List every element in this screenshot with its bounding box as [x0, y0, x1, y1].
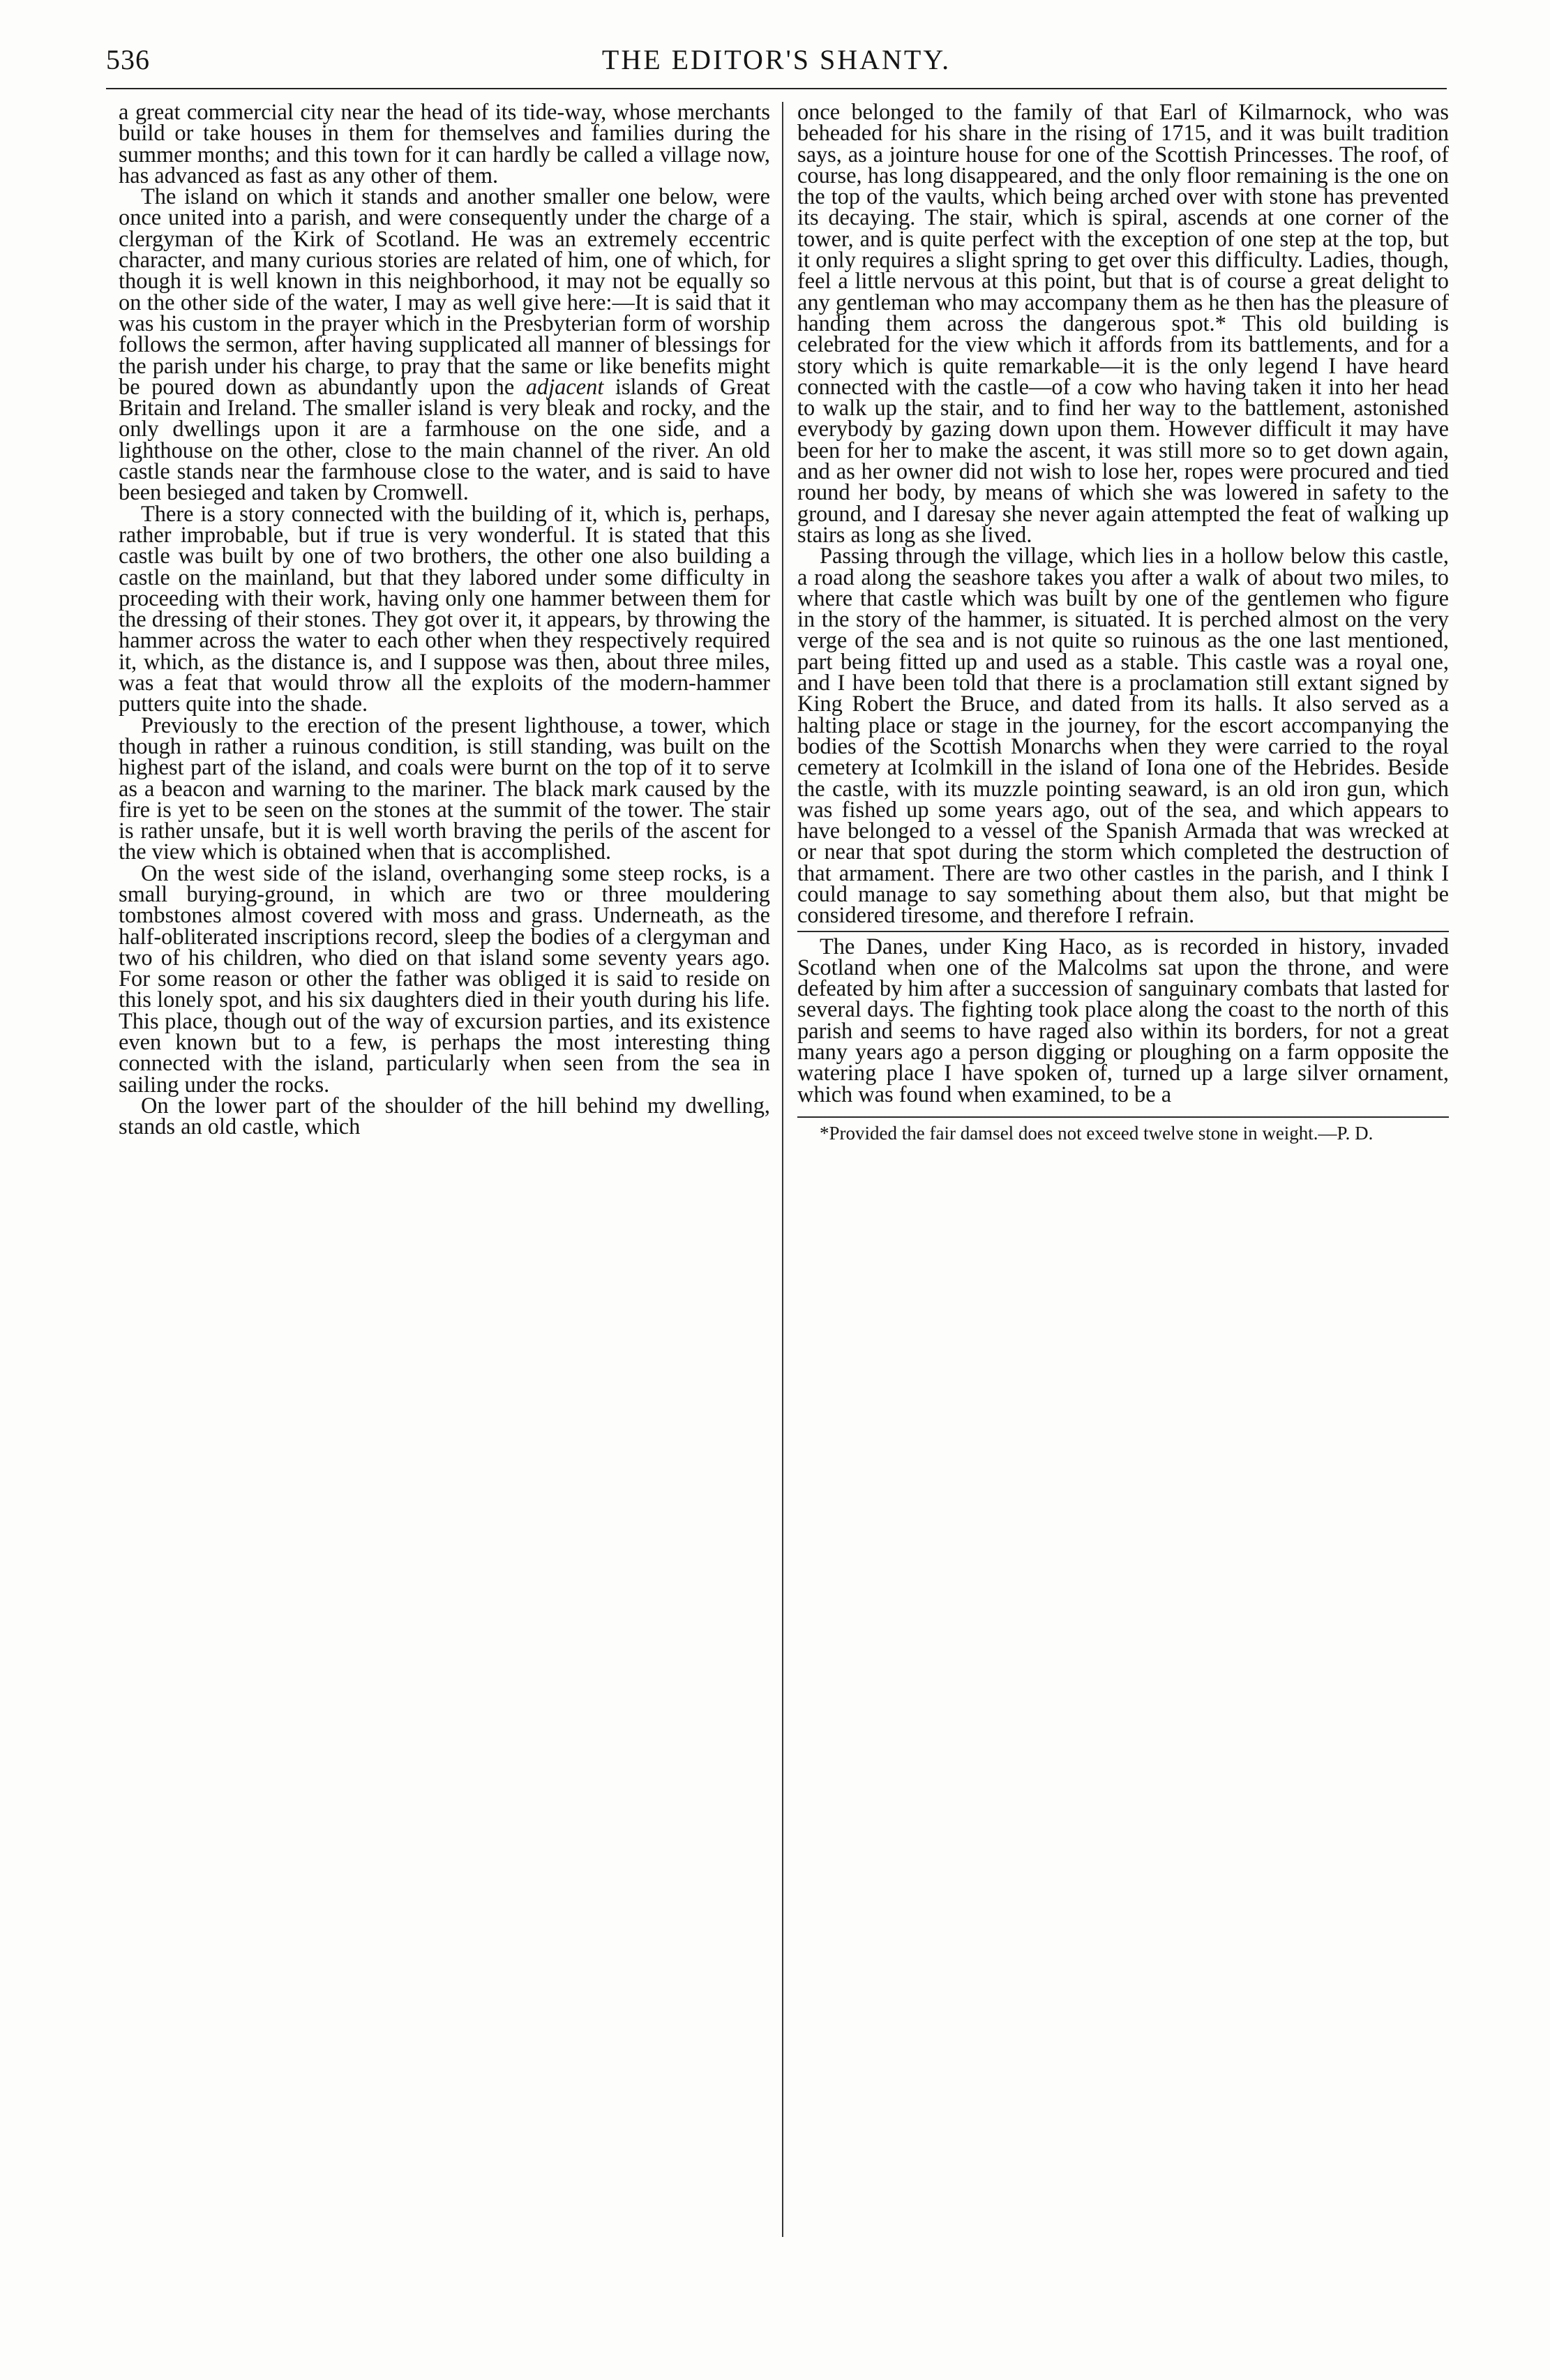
- paragraph: There is a story connected with the building of it, which is, perhaps, rather improbable, but if true is very wonderful. It is stated that this castle was built by one of two brothers, the other one also building a castle on the mainland, but that they labored under some difficulty in proceeding with their work, having only one hammer between them for the dressing of their stones. They got over it, it appears, by throwing the hammer across the water to each other when they respectively required it, which, as the distance is, and I suppose was then, about three miles, was a feat that would throw all the exploits of the modern-hammer putters quite into the shade.: [119, 501, 770, 717]
- section-rule: [797, 931, 1449, 932]
- paragraph: On the lower part of the shoulder of the hill behind my dwelling, stands an old castle, which: [119, 1093, 770, 1140]
- paragraph: The Danes, under King Haco, as is recorded in history, invaded Scotland when one of the Malcolms sat upon the throne, and were defeated by him after a succession of sanguinary combats that lasted for several days. The fighting took place along the coast to the north of this parish and seems to have raged also within its borders, for not a great many years ago a person digging or ploughing on a farm opposite the watering place I have spoken of, turned up a large silver ornament, which was found when examined, to be a: [797, 934, 1449, 1107]
- page-number: 536: [106, 44, 150, 75]
- paragraph: once belonged to the family of that Earl of Kilmarnock, who was beheaded for his share in the rising of 1715, and it was built tradition says, as a jointure house for one of the Scottish Princesses. The roof, of course, has long disappeared, and the only floor remaining is the one on the top of the vaults, which being arched over with stone has prevented its decaying. The stair, which is spiral, ascends at one corner of the tower, and is quite perfect with the exception of one step at the top, but it only requires a slight spring to get over this difficulty. Ladies, though, feel a little nervous at this point, but that is of course a great delight to any gentleman who may accompany them as he then has the pleasure of handing them across the dangerous spot.* This old building is celebrated for the view which it affords from its battlements, and for a story which is quite remarkable—it is the only legend I have heard connected with the castle—of a cow who having taken it into her head to walk up the stair, and to find her way to the battlement, astonished everybody by gazing down upon them. However difficult it may have been for her to make the ascent, it was still more so to get down again, and as her owner did not wish to lose her, ropes were procured and tied round her body, by means of which she was lowered in safety to the ground, and I daresay she never again attempted the feat of walking up stairs as long as she lived.: [797, 100, 1449, 548]
- header-rule: [106, 88, 1447, 89]
- paragraph: On the west side of the island, overhanging some steep rocks, is a small burying-ground, in which are two or three mouldering tombstones almost covered with moss and grass. Underneath, as the half-obliterated inscriptions record, sleep the bodies of a clergyman and two of his children, who died on that island some seventy years ago. For some reason or other the father was obliged it is said to reside on this lonely spot, and his six daughters died in their youth during his life. This place, though out of the way of excursion parties, and its existence even known but to a few, is perhaps the most interesting thing connected with the island, particularly when seen from the sea in sailing under the rocks.: [119, 860, 770, 1098]
- footnote-rule: [797, 1116, 1449, 1118]
- paragraph: Previously to the erection of the present lighthouse, a tower, which though in rather a ruinous condition, is still standing, was built on the highest part of the island, and coals were burnt on the top of it to serve as a beacon and warning to the mariner. The black mark caused by the fire is yet to be seen on the stones at the summit of the tower. The stair is rather unsafe, but it is well worth braving the perils of the ascent for the view which is obtained when that is accomplished.: [119, 712, 770, 865]
- left-column: [119, 102, 770, 1138]
- paragraph-text: The island on which it stands and another smaller one below, were once united into a parish, and were consequently under the charge of a clergyman of the Kirk of Scotland. He was an extremely eccentric character, and many curious stories are related of him, one of which, for though it is well known in this neighborhood, it may not be equally so on the other side of the water, I may as well give here:—It is said that it was his custom in the prayer which in the Presbyterian form of worship follows the sermon, after having supplicated all manner of blessings for the parish under his charge, to pray that the same or like benefits might be poured down as abundantly upon the: [119, 184, 770, 400]
- paragraph: a great commercial city near the head of its tide-way, whose merchants build or take houses in them for themselves and families during the summer months; and this town for it can hardly be called a village now, has advanced as fast as any other of them.: [119, 100, 770, 188]
- paragraph: [119, 184, 770, 506]
- column-rule: [782, 102, 783, 2237]
- page-header: [106, 43, 1447, 85]
- running-title: THE EDITOR'S SHANTY.: [601, 44, 951, 75]
- right-column: [797, 102, 1449, 1143]
- footnote: *Provided the fair damsel does not exceed twelve stone in weight.—P. D.: [820, 1122, 1374, 1144]
- paragraph-text: islands of Great Britain and Ireland. The smaller island is very bleak and rocky, and the only dwellings upon it are a farmhouse on the one side, and a lighthouse on the other, close to the main channel of the river. An old castle stands near the farmhouse close to the water, and is said to have been besieged and taken by Cromwell.: [119, 374, 770, 506]
- paragraph: Passing through the village, which lies in a hollow below this castle, a road along the seashore takes you after a walk of about two miles, to where that castle which was built by one of the gentlemen who figure in the story of the hammer, is situated. It is perched almost on the very verge of the sea and is not quite so ruinous as the one last mentioned, part being fitted up and used as a stable. This castle was a royal one, and I have been told that there is a proclamation still extant signed by King Robert the Bruce, and dated from its halls. It also served as a halting place or stage in the journey, for the escort accompanying the bodies of the Scottish Monarchs when they were carried to the royal cemetery at Icolmkill in the island of Iona one of the Hebrides. Beside the castle, with its muzzle pointing seaward, is an old iron gun, which was fished up some years ago, out of the sea, and which appears to have belonged to a vessel of the Spanish Armada that was wrecked at or near that spot during the storm which completed the destruction of that armament. There are two other castles in the parish, and I think I could manage to say something about them also, but that might be considered tiresome, and therefore I refrain.: [797, 544, 1449, 929]
- italic-word: adjacent: [525, 374, 604, 400]
